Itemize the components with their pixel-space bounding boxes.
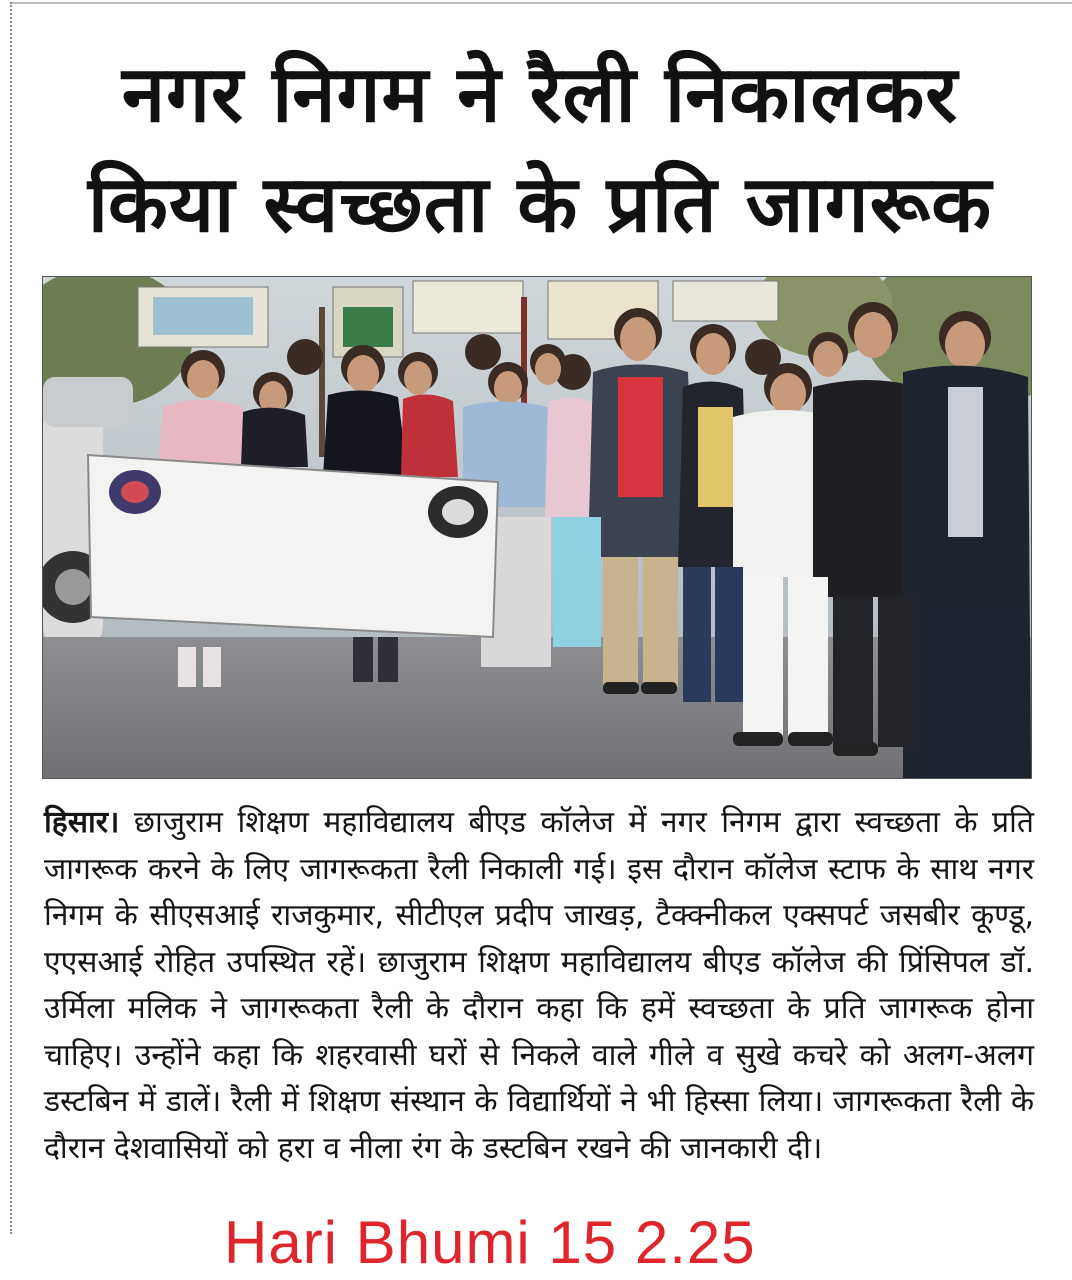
top-border [10,2,1072,4]
headline [40,40,1040,260]
news-photo [42,276,1032,779]
article-body [44,800,1034,1172]
article-dateline: हिसार। [44,805,120,840]
source-note: Hari Bhumi 15 2.25 [224,1209,756,1276]
rally-photo-illustration [43,277,1031,778]
article-text: छाजुराम शिक्षण महाविद्यालय बीएड कॉलेज में नगर निगम द्वारा स्वच्छता के प्रति जागरूक करने के लिए जागरूकता रैली निकाली गई। इस दौरान कॉलेज स्टाफ के साथ नगर निगम के सीएसआई राजकुमार, सीटीएल प्रदीप जाखड़, टैक्क्नीकल एक्सपर्ट जसबीर कूण्डू, एएसआई रोहित उपस्थित रहें। छाजुराम शिक्षण महाविद्यालय बीएड कॉलेज की प्रिंसिपल डॉ. उर्मिला मलिक ने जागरूकता रैली के दौरान कहा कि हमें स्वच्छता के प्रति जागरूक होना चाहिए। उन्होंने कहा कि शहरवासी घरों से निकले वाले गीले व सुखे कचरे को अलग-अलग डस्टबिन में डालें। रैली में शिक्षण संस्थान के विद्यार्थियों ने भी हिस्सा लिया। जागरूकता रैली के दौरान देशवासियों को हरा व नीला रंग के डस्टबिन रखने की जानकारी दी। [44,805,1034,1166]
left-cut-border [10,2,12,1234]
headline-line-1: नगर निगम ने रैली निकालकर [121,50,959,140]
headline-line-2: किया स्वच्छता के प्रति जागरूक [87,160,993,250]
